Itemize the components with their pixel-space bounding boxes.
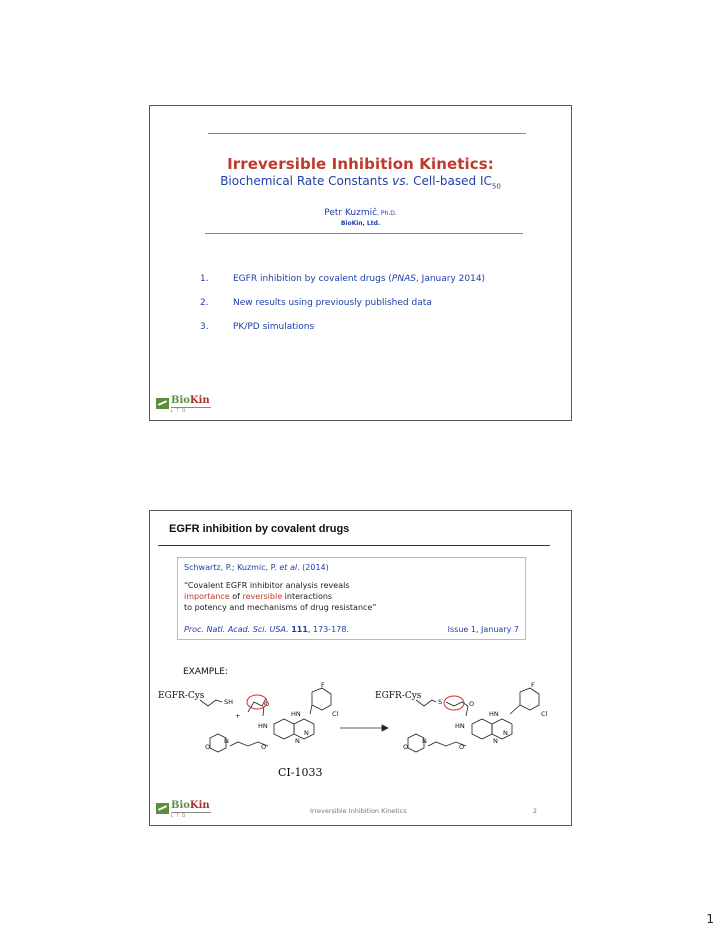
subtitle-vs: vs. <box>392 174 410 188</box>
subtitle-text-end: Cell-based IC <box>409 174 492 188</box>
f-label: F <box>321 681 325 689</box>
o-label: O <box>264 700 270 708</box>
f-label-2: F <box>531 681 535 689</box>
toc-item <box>200 298 485 322</box>
reference-authors <box>184 563 519 572</box>
example-label: EXAMPLE: <box>183 667 228 677</box>
n-label: N <box>304 729 309 737</box>
toc-number: 2. <box>200 298 209 308</box>
o-label-3: O <box>261 743 267 751</box>
s-label: S <box>438 698 443 706</box>
n-label-2: N <box>295 737 300 745</box>
page-number: 1 <box>706 912 714 926</box>
journal-name: Proc. Natl. Acad. Sci. USA. <box>184 625 289 634</box>
logo-bio: Bio <box>171 395 190 406</box>
logo-kin: Kin <box>189 800 210 811</box>
biokin-logo <box>156 396 211 413</box>
quote-interactions: interactions <box>282 592 333 601</box>
biokin-logo-icon <box>156 803 169 814</box>
authors-et-al: et al <box>279 563 298 572</box>
author-name: Petr Kuzmič <box>324 208 378 218</box>
toc-text-b: , January 2014) <box>415 274 486 284</box>
journal-citation <box>184 625 519 634</box>
company-name: BioKin, Ltd. <box>340 220 381 227</box>
author-degree: , Ph.D. <box>377 210 397 217</box>
quote-line-3: to potency and mechanisms of drug resistance” <box>184 603 377 612</box>
toc-text: New results using previously published data <box>233 298 432 308</box>
n-label-5: N <box>493 737 498 745</box>
slide-1 <box>149 105 572 421</box>
n-label-3: N <box>224 737 229 745</box>
reaction-scheme <box>150 676 571 786</box>
quinazoline-ring-a <box>274 719 294 739</box>
quote-line-2 <box>184 591 519 602</box>
subtitle-subscript: 50 <box>491 182 501 191</box>
sh-label: SH <box>224 698 234 706</box>
toc-text <box>233 274 485 298</box>
logo-ltd: L T D <box>171 812 211 818</box>
bottom-divider <box>205 233 523 234</box>
logo-kin: Kin <box>189 395 210 406</box>
top-divider <box>208 133 526 134</box>
presentation-subtitle <box>150 174 571 190</box>
quote-of: of <box>229 592 243 601</box>
biokin-logo-icon <box>156 398 169 409</box>
plus-sign: + <box>235 712 241 720</box>
table-of-contents <box>200 274 485 346</box>
reference-quote <box>184 580 519 613</box>
slide-page-number: 2 <box>532 807 537 815</box>
toc-number: 1. <box>200 274 209 284</box>
author <box>150 208 571 218</box>
product-egfr-cys: EGFR-Cys <box>375 691 422 701</box>
hn-label-3: HN <box>489 710 499 718</box>
quinazoline-ring-d <box>492 719 512 739</box>
journal-issue: Issue 1, January 7 <box>447 625 519 634</box>
presentation-title: Irreversible Inhibition Kinetics: <box>227 155 494 173</box>
authors-year: . (2014) <box>297 563 329 572</box>
toc-item <box>200 322 485 346</box>
journal-volume: 111 <box>291 625 308 634</box>
n-label-6: N <box>422 737 427 745</box>
slide-title: EGFR inhibition by covalent drugs <box>169 523 350 535</box>
slide-2 <box>149 510 572 826</box>
hn-label-2: HN <box>258 722 268 730</box>
quote-highlight-reversible: reversible <box>242 592 283 601</box>
biokin-logo <box>156 801 211 818</box>
o-label-6: O <box>459 743 465 751</box>
slide-footer: Irreversible Inhibition Kinetics <box>310 807 407 815</box>
toc-text: PK/PD simulations <box>233 322 315 332</box>
cl-label-2: Cl <box>541 710 548 718</box>
o-label-4: O <box>469 700 475 708</box>
hn-label: HN <box>291 710 301 718</box>
quote-line-1: “Covalent EGFR inhibitor analysis reveals <box>184 581 350 590</box>
aniline-ring <box>312 688 331 710</box>
product-linker <box>446 702 468 706</box>
journal-pages: , 173-178. <box>307 625 349 634</box>
toc-number: 3. <box>200 322 209 332</box>
toc-text-a: EGFR inhibition by covalent drugs ( <box>233 274 392 284</box>
subtitle-text: Biochemical Rate Constants <box>220 174 393 188</box>
cl-label: Cl <box>332 710 339 718</box>
authors-text: Schwartz, P.; Kuzmic, P. <box>184 563 280 572</box>
highlight-circle-product <box>444 696 464 710</box>
hn-label-4: HN <box>455 722 465 730</box>
o-label-5: O <box>403 743 409 751</box>
amide-bond-2 <box>466 706 468 716</box>
reactant-egfr-cys: EGFR-Cys <box>158 691 205 701</box>
n-label-4: N <box>503 729 508 737</box>
arrow-head <box>382 725 388 731</box>
logo-bio: Bio <box>171 800 190 811</box>
title-divider <box>158 545 550 546</box>
quinazoline-ring-c <box>472 719 492 739</box>
compound-label: CI-1033 <box>278 766 323 779</box>
toc-text-em: PNAS <box>391 274 416 284</box>
nh-bond <box>310 705 312 714</box>
toc-item <box>200 274 485 298</box>
logo-ltd: L T D <box>171 407 211 413</box>
o-label-2: O <box>205 743 211 751</box>
reference-box <box>177 557 526 640</box>
quote-highlight-importance: importance <box>184 592 230 601</box>
aniline-ring-2 <box>520 688 539 710</box>
nh-bond-2 <box>510 705 520 714</box>
